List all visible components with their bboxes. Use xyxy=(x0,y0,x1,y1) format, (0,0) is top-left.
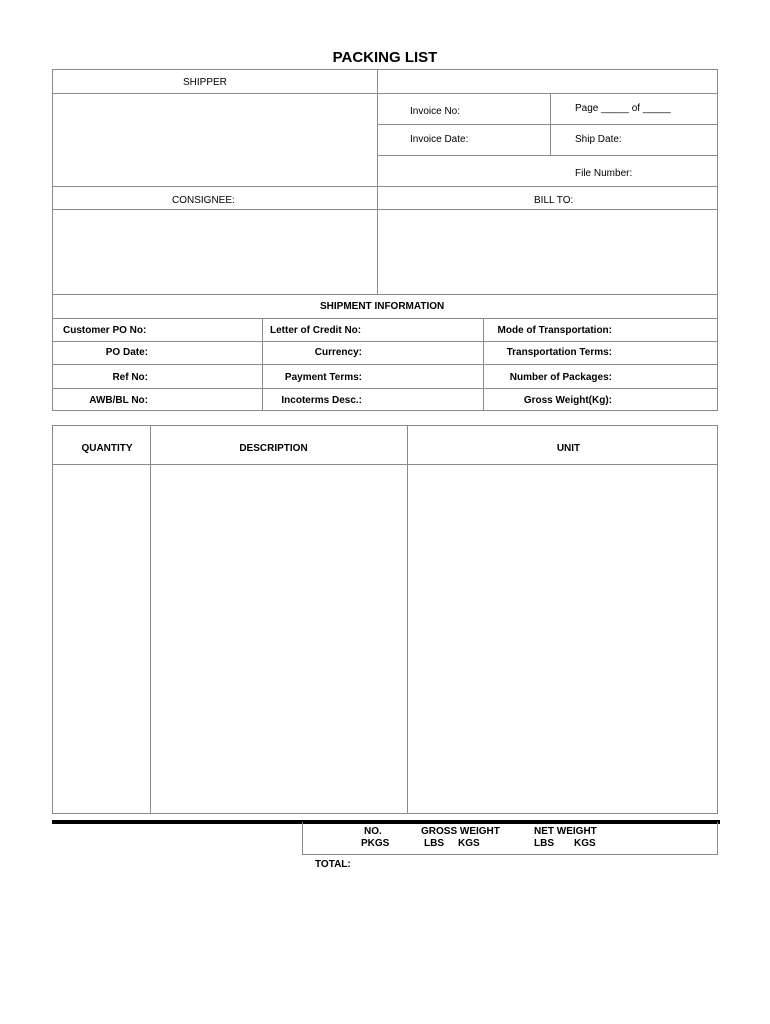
customer-po-label: Customer PO No: xyxy=(63,325,147,336)
gross-kgs-label: KGS xyxy=(458,838,480,849)
divider xyxy=(52,364,718,365)
consignee-label: CONSIGNEE: xyxy=(172,195,235,206)
net-lbs-label: LBS xyxy=(534,838,554,849)
divider xyxy=(52,209,718,210)
letter-of-credit-label: Letter of Credit No: xyxy=(270,325,362,336)
payment-terms-label: Payment Terms: xyxy=(284,372,362,383)
divider xyxy=(377,155,718,156)
divider xyxy=(52,318,718,319)
divider xyxy=(52,93,718,94)
net-kgs-label: KGS xyxy=(574,838,596,849)
quantity-header: QUANTITY xyxy=(81,443,133,454)
incoterms-label: Incoterms Desc.: xyxy=(281,395,362,406)
pkgs-label: PKGS xyxy=(361,838,390,849)
shipper-label: SHIPPER xyxy=(183,77,227,88)
currency-label: Currency: xyxy=(314,347,362,358)
divider xyxy=(377,69,378,294)
unit-header: UNIT xyxy=(556,443,581,454)
page-number-label: Page _____ of _____ xyxy=(575,103,671,114)
divider xyxy=(52,388,718,389)
po-date-label: PO Date: xyxy=(105,347,148,358)
mode-of-transport-label: Mode of Transportation: xyxy=(497,325,612,336)
file-number-label: File Number: xyxy=(575,168,633,179)
ship-date-label: Ship Date: xyxy=(575,134,622,145)
header-form xyxy=(52,69,718,411)
bill-to-label: BILL TO: xyxy=(534,195,574,206)
divider xyxy=(52,341,718,342)
column-divider xyxy=(150,425,151,814)
page-title: PACKING LIST xyxy=(332,49,438,66)
column-divider xyxy=(407,425,408,814)
divider xyxy=(377,124,718,125)
ref-no-label: Ref No: xyxy=(112,372,148,383)
description-header: DESCRIPTION xyxy=(239,443,308,454)
gross-lbs-label: LBS xyxy=(424,838,444,849)
invoice-date-label: Invoice Date: xyxy=(410,134,469,145)
shipment-info-heading: SHIPMENT INFORMATION xyxy=(320,301,445,312)
table-header-divider xyxy=(52,464,718,465)
divider xyxy=(52,186,718,187)
transport-terms-label: Transportation Terms: xyxy=(506,347,612,358)
gross-weight-total-label: GROSS WEIGHT xyxy=(421,826,500,837)
invoice-no-label: Invoice No: xyxy=(410,106,461,117)
net-weight-label: NET WEIGHT xyxy=(534,826,597,837)
number-of-packages-label: Number of Packages: xyxy=(509,372,612,383)
gross-weight-label: Gross Weight(Kg): xyxy=(523,395,612,406)
awb-bl-label: AWB/BL No: xyxy=(89,395,148,406)
divider xyxy=(52,294,718,295)
no-label: NO. xyxy=(364,826,382,837)
items-table xyxy=(52,425,718,814)
total-label: TOTAL: xyxy=(315,859,351,870)
